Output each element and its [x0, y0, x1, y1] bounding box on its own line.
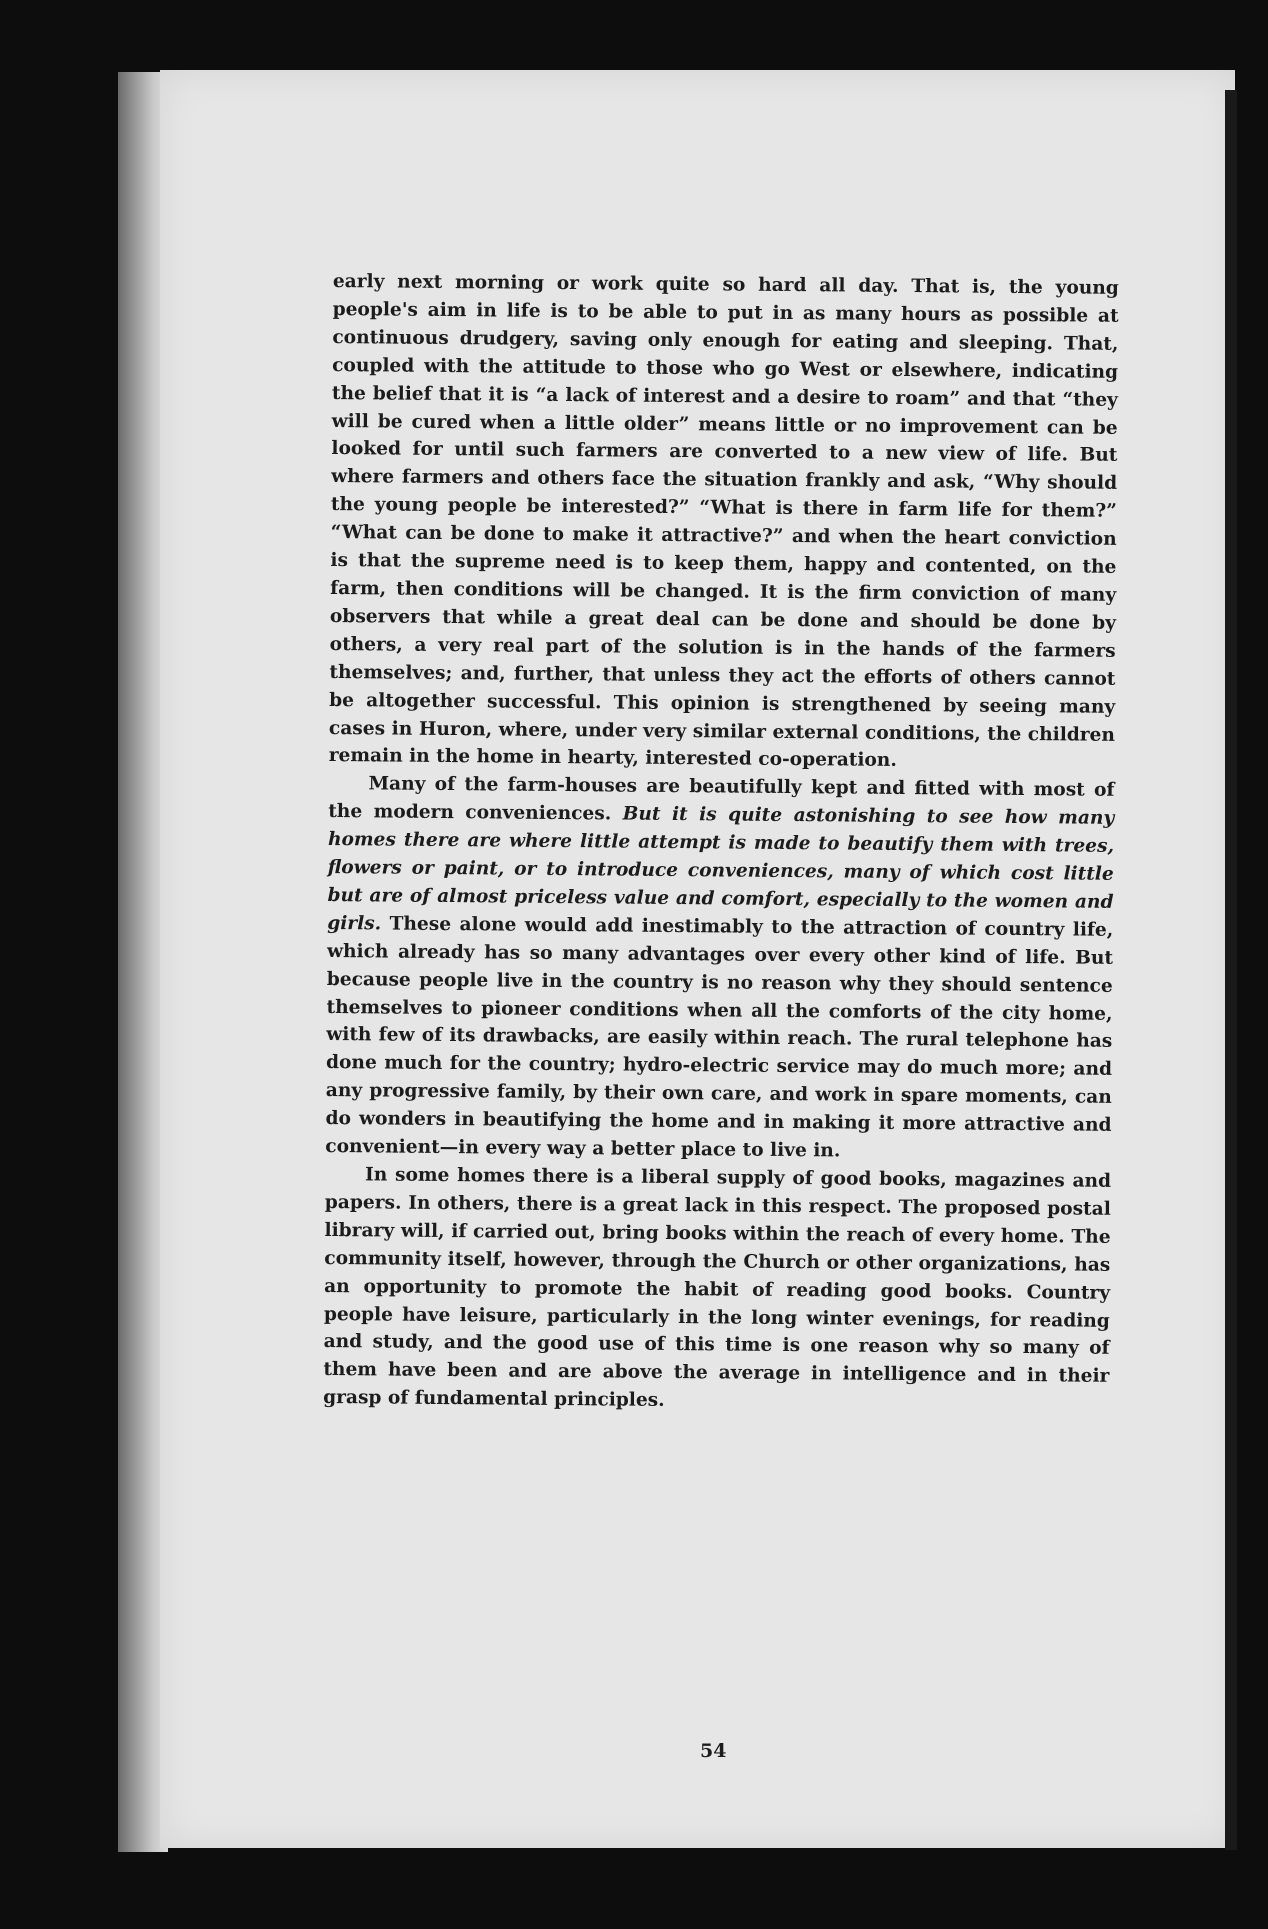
paragraph-2-tail: These alone would add inestimably to the attraction of country life, which already has so many advantages over every other kind of life. But because people live in the country is no reason why they should sentence themselves to pioneer conditions when all the comforts of the city home, with few of its drawbacks, are easily within reach. The rural telephone has done much for the country; hydro-electric service may do much more; and any progressive family, by their own care, and work in spare moments, can do wonders in beautifying the home and in making it more attractive and convenient—in every way a better place to live in. — [325, 913, 1114, 1162]
paragraph-3: In some homes there is a liberal supply of good books, magazines and papers. In others, there is a great lack in this respect. The proposed postal library will, if carried out, bring books within the reach of every home. The community itself, however, through the Church or other organizations, has an opportunity to promote the habit of reading good books. Country people have leisure, particularly in the long winter evenings, for reading and study, and the good use of this time is one reason why so many of them have been and are above the average in intelligence and in their grasp of fundamental principles. — [323, 1164, 1112, 1412]
body-text — [323, 268, 1119, 1419]
paragraph-2 — [325, 770, 1114, 1168]
page-number: 54 — [700, 1740, 727, 1762]
page-edge — [1225, 90, 1237, 1850]
paragraph-2-lead: Many of the farm-houses are beautifully kept and fitted with most of the modern conveniences. — [328, 773, 1115, 825]
paragraph-1: early next morning or work quite so hard all day. That is, the young people's aim in life is to be able to put in as many hours as possible at continuous drudgery, saving only enough for eating and sleeping. That, coupled with the attitude to those who go West or elsewhere, indicating the belief that it is “a lack of interest and a desire to roam” and that “they will be cured when a little older” means little or no improvement can be looked for until such farmers are converted to a new view of life. But where farmers and others face the situation frankly and ask, “Why should the young people be interested?” “What is there in farm life for them?” “What can be done to make it attractive?” and when the heart conviction is that the supreme need is to keep them, happy and contented, on the farm, then conditions will be changed. It is the firm conviction of many observers that while a great deal can be done and should be done by others, a very real part of the solution is in the hands of the farmers themselves; and, further, that unless they act the efforts of others cannot be altogether successful. This opinion is strengthened by seeing many cases in Huron, where, under very similar external conditions, the children remain in the home in hearty, interested co-operation. — [328, 270, 1119, 772]
paragraph-2-italic-emphasis: But it is quite astonishing to see how many homes there are where little attempt is made to beautify them with trees, flowers or paint, or to introduce conveniences, many of which cost little but are of almost priceless value and comfort, especially to the women and girls. — [327, 803, 1115, 935]
